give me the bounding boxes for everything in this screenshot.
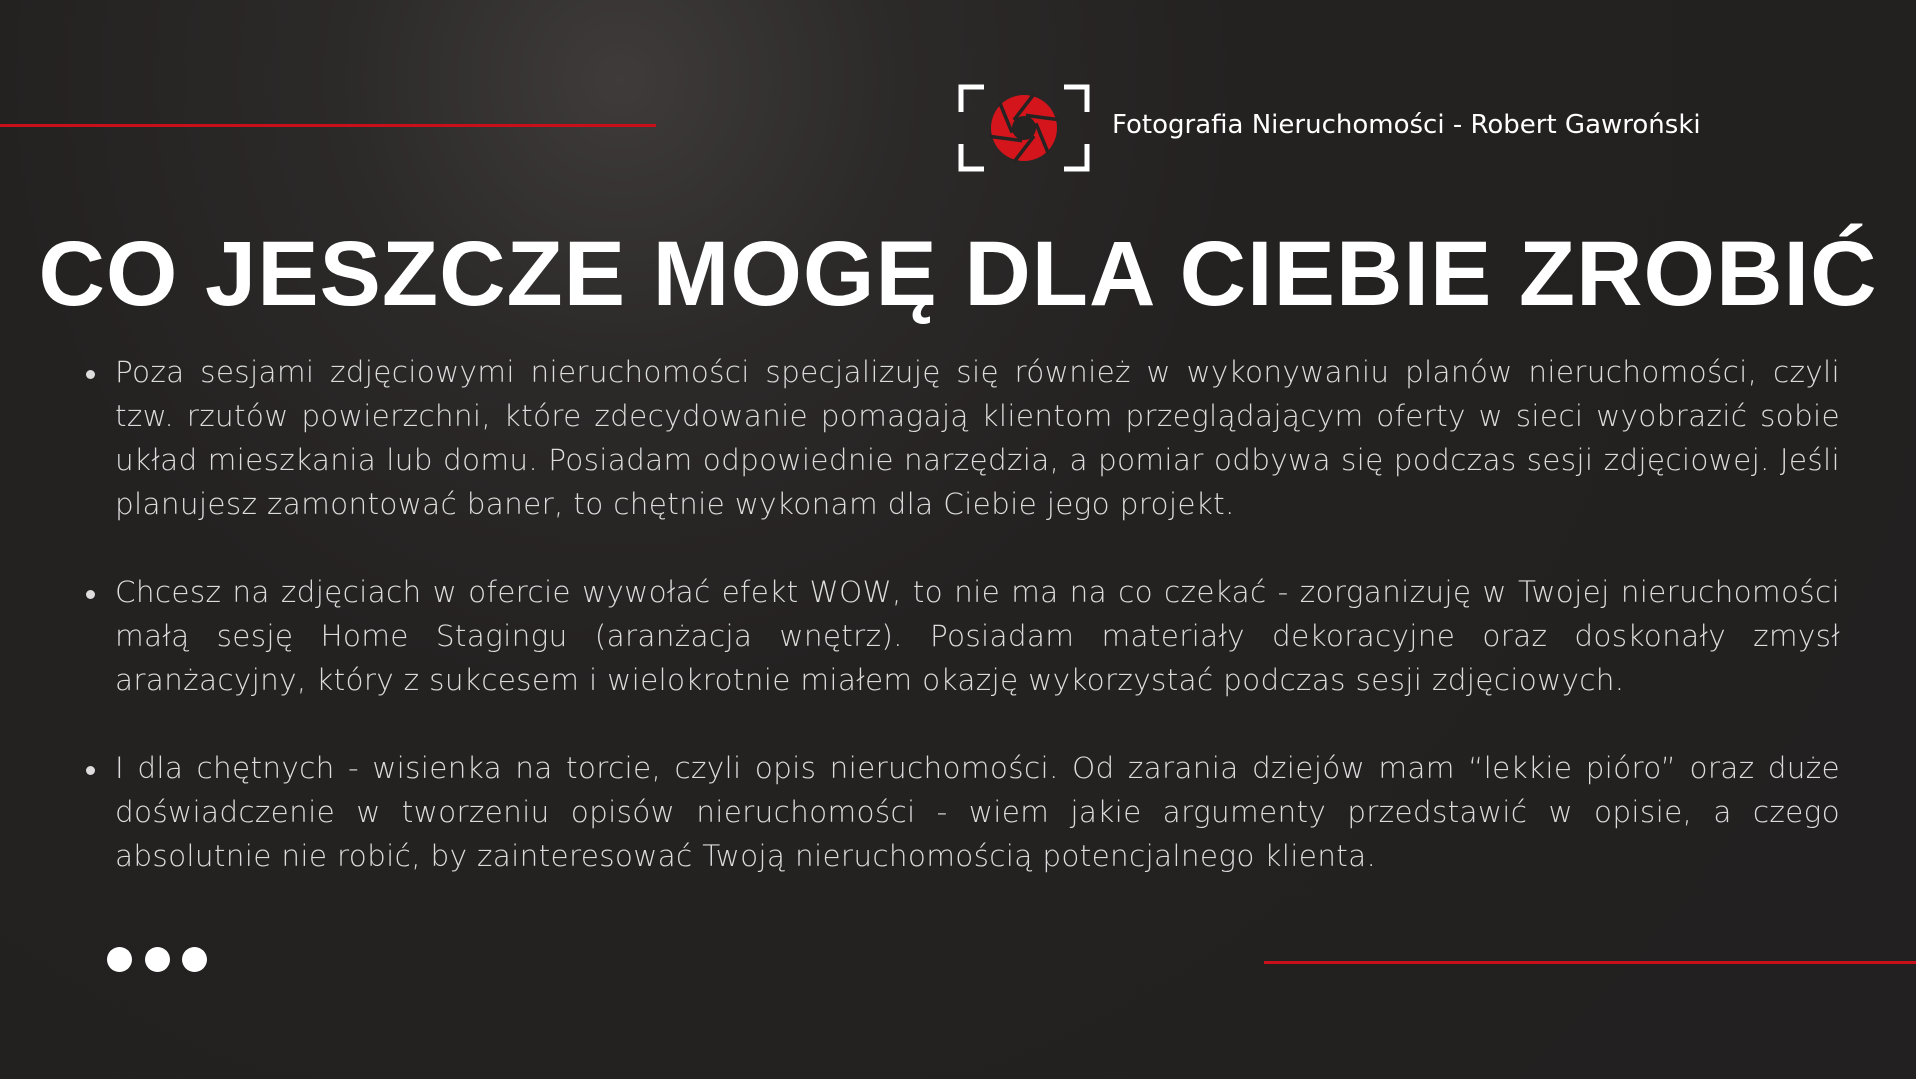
brand-name: Fotografia Nieruchomości - Robert Gawroński: [1112, 110, 1701, 140]
list-item: Chcesz na zdjęciach w ofercie wywołać efekt WOW, to nie ma na co czekać - zorganizuję w Twojej nieruchomości małą sesję Home Stagingu (aranżacja wnętrz). Posiadam materiały dekoracyjne oraz doskonały zmysł aranżacyjny, który z sukcesem i wielokrotnie miałem okazję wykorzystać podczas sesji zdjęciowych.: [86, 570, 1840, 702]
decorative-dot: [145, 947, 170, 972]
decorative-red-line-bottom: [1264, 961, 1916, 964]
list-item: Poza sesjami zdjęciowymi nieruchomości specjalizuję się również w wykonywaniu planów nieruchomości, czyli tzw. rzutów powierzchni, które zdecydowanie pomagają klientom przeglądającym oferty w sieci wyobrazić sobie układ mieszkania lub domu. Posiadam odpowiednie narzędzia, a pomiar odbywa się podczas sesji zdjęciowej. Jeśli planujesz zamontować baner, to chętnie wykonam dla Ciebie jego projekt.: [86, 350, 1840, 526]
decorative-dot: [182, 947, 207, 972]
page-title: CO JESZCZE MOGĘ DLA CIEBIE ZROBIĆ: [38, 223, 1878, 325]
decorative-red-line-top: [0, 124, 656, 127]
list-item: I dla chętnych - wisienka na torcie, czyli opis nieruchomości. Od zarania dziejów mam “lekkie pióro” oraz duże doświadczenie w tworzeniu opisów nieruchomości - wiem jakie argumenty przedstawić w opisie, a czego absolutnie nie robić, by zainteresować Twoją nieruchomością potencjalnego klienta.: [86, 746, 1840, 878]
camera-aperture-logo-icon: [958, 84, 1090, 172]
decorative-dot: [107, 947, 132, 972]
service-list: [86, 350, 1840, 922]
